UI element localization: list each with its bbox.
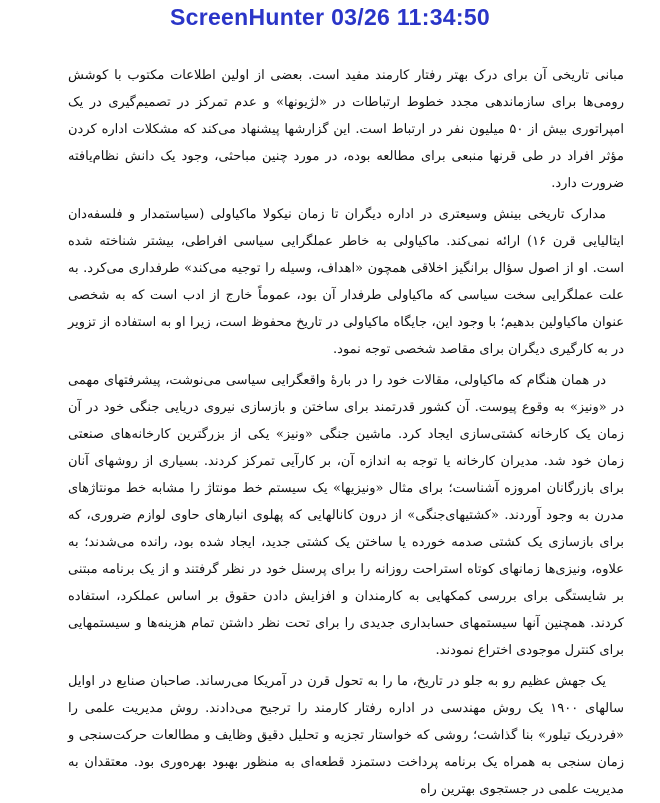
paragraph-2: مدارک تاریخی بینش وسیعتری در اداره دیگران تا زمان نیکولا ماکیاولی (سیاستمدار و فلسفه‌دان ایتالیایی قرن ۱۶) ارائه نمی‌کند. ماکیاولی به خاطر عملگرایی سیاسی افراطی، بیشتر شناخته شده است. او از اصول سؤال برانگیز اخلاقی همچون «اهداف، وسیله را توجیه می‌کند» طرفداری می‌کرد. به علت عملگرایی سخت سیاسی که ماکیاولی طرفدار آن بود، عموماً خارج از ادب است که به شخصی عنوان ماکیاولین بدهیم؛ با وجود این، جایگاه ماکیاولی در تاریخ محفوظ است، زیرا او به استفاده از تزویر در به کارگیری دیگران برای مقاصد شخصی توجه نمود. (68, 207, 624, 357)
paragraph-4: یک جهش عظیم رو به جلو در تاریخ، ما را به تحول قرن در آمریکا می‌رساند. صاحبان صنایع در اوایل سالهای ۱۹۰۰ یک روش مهندسی در اداره رفتار کارمند را ترجیح می‌دادند. روش مدیریت علمی را «فردریک تیلور» بنا گذاشت؛ روشی که خواستار تجزیه و تحلیل دقیق وظایف و مطالعات حرکت‌سنجی و زمان سنجی به همراه یک برنامه پرداخت دستمزد قطعه‌ای به منظور بهبود بهره‌وری بود. معتقدان به مدیریت علمی در جستجوی بهترین راه (68, 674, 624, 797)
paragraph-1: مبانی تاریخی آن برای درک بهتر رفتار کارمند مفید است. بعضی از اولین اطلاعات مکتوب با کوشش رومی‌ها برای سازماندهی مجدد خطوط ارتباطات در «لژیونها» و عدم تمرکز در تصمیم‌گیری در یک امپراتوری بیش از ۵۰ میلیون نفر در ارتباط است. این گزارشها پیشنهاد می‌کند که مشکلات اداره کردن مؤثر افراد در طی قرنها منبعی برای مطالعه بوده، در مورد چنین مباحثی، وجود یک دانش نظام‌یافته ضرورت دارد. (68, 68, 624, 191)
paragraph-3: در همان هنگام که ماکیاولی، مقالات خود را در بارهٔ واقعگرایی سیاسی می‌نوشت، پیشرفتهای مهمی در «ونیز» به وقوع پیوست. آن کشور قدرتمند برای ساختن و بازسازی نیروی دریایی جنگی خود در آن زمان یک کارخانه کشتی‌سازی ایجاد کرد. ماشین جنگی «ونیز» یکی از بزرگترین کارخانه‌های صنعتی زمان خود شد. مدیران کارخانه یا توجه به اندازه آن، بر کارآیی تمرکز کردند. بسیاری از روشهای آنان برای بازرگانان امروزه آشناست؛ برای مثال «ونیزیها» یک سیستم خط مونتاژ را مشابه خط مونتاژهای مدرن به وجود آوردند. «کشتیهای‌جنگی» از درون کانالهایی که پهلوی انبارهای حاوی لوازم ضروری، که برای بازسازی یک کشتی صدمه خورده یا ساختن یک کشتی جدید، ایجاد شده بود، رانده می‌شدند؛ به علاوه، ونیزی‌ها زمانهای کوتاه استراحت روزانه را برای پرسنل خود در نظر گرفتند و از یک برنامه مبتنی بر شایستگی برای بررسی کمکهایی به کارمندان و افزایش دادن حقوق بر اساس عملکرد، استفاده کردند. همچنین آنها سیستمهای حسابداری جدیدی را برای تحت نظر داشتن تمام هزینه‌ها و سیستمهایی برای کنترل موجودی اختراع نمودند. (68, 373, 624, 658)
document-page (68, 62, 624, 797)
screenhunter-banner: ScreenHunter 03/26 11:34:50 (169, 4, 491, 30)
